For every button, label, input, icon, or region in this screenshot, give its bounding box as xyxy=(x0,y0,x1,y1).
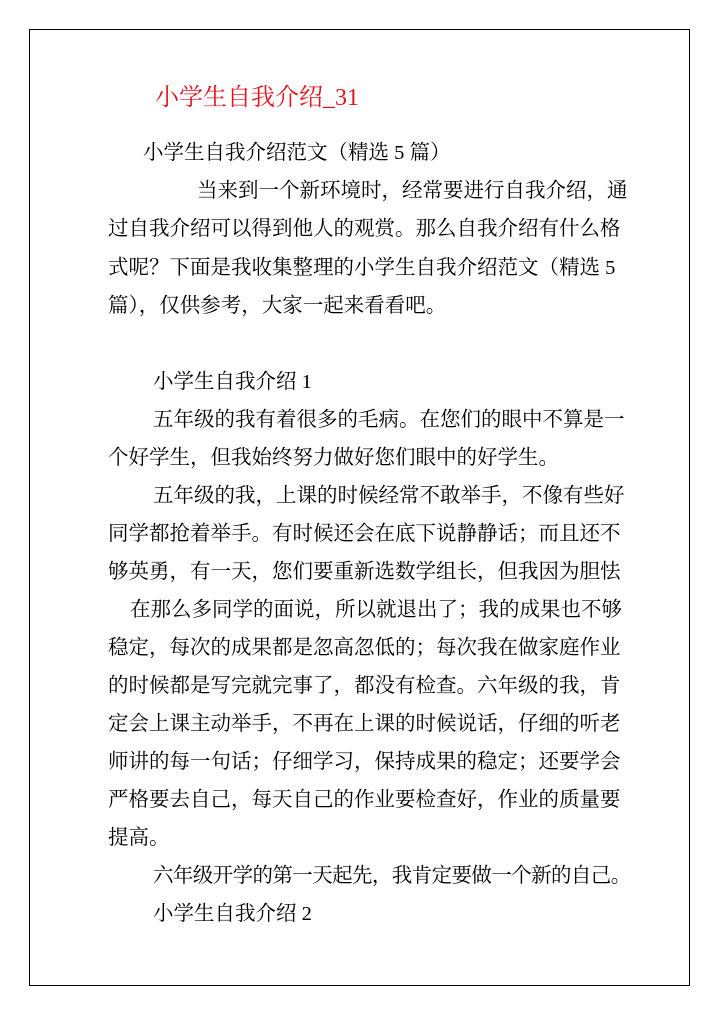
paragraph-line: 的时候都是写完就完事了，都没有检查。六年级的我，肯 xyxy=(108,675,621,697)
paragraph-line: 严格要去自己，每天自己的作业要检查好，作业的质量要 xyxy=(108,789,621,811)
paragraph-line: 提高。 xyxy=(108,827,170,849)
section-heading-1: 小学生自我介绍 1 xyxy=(153,371,312,393)
paragraph-line: 五年级的我，上课的时候经常不敢举手，不像有些好 xyxy=(153,485,625,507)
section-heading-2: 小学生自我介绍 2 xyxy=(153,903,312,925)
paragraph-line: 在那么多同学的面说，所以就退出了；我的成果也不够 xyxy=(130,599,622,621)
intro-line: 篇），仅供参考，大家一起来看看吧。 xyxy=(108,295,447,317)
paragraph-line: 师讲的每一句话；仔细学习，保持成果的稳定；还要学会 xyxy=(108,751,621,773)
paragraph-line: 定会上课主动举手，不再在上课的时候说话，仔细的听老 xyxy=(108,713,621,735)
paragraph-line: 个好学生，但我始终努力做好您们眼中的好学生。 xyxy=(108,447,559,469)
intro-line: 过自我介绍可以得到他人的观赏。那么自我介绍有什么格 xyxy=(108,218,621,240)
document-title: 小学生自我介绍_31 xyxy=(155,85,359,111)
paragraph-line: 够英勇，有一天，您们要重新选数学组长，但我因为胆怯 xyxy=(108,561,621,583)
paragraph-line: 同学都抢着举手。有时候还会在底下说静静话；而且还不 xyxy=(108,523,621,545)
paragraph-line: 稳定，每次的成果都是忽高忽低的；每次我在做家庭作业 xyxy=(108,637,621,659)
paragraph-3: 六年级开学的第一天起先，我肯定要做一个新的自己。 xyxy=(153,865,631,887)
intro-line: 式呢？下面是我收集整理的小学生自我介绍范文（精选 5 xyxy=(108,257,616,279)
paragraph-line: 五年级的我有着很多的毛病。在您们的眼中不算是一 xyxy=(153,409,625,431)
intro-line: 当来到一个新环境时，经常要进行自我介绍，通 xyxy=(197,180,628,202)
document-subtitle: 小学生自我介绍范文（精选 5 篇） xyxy=(143,142,451,164)
